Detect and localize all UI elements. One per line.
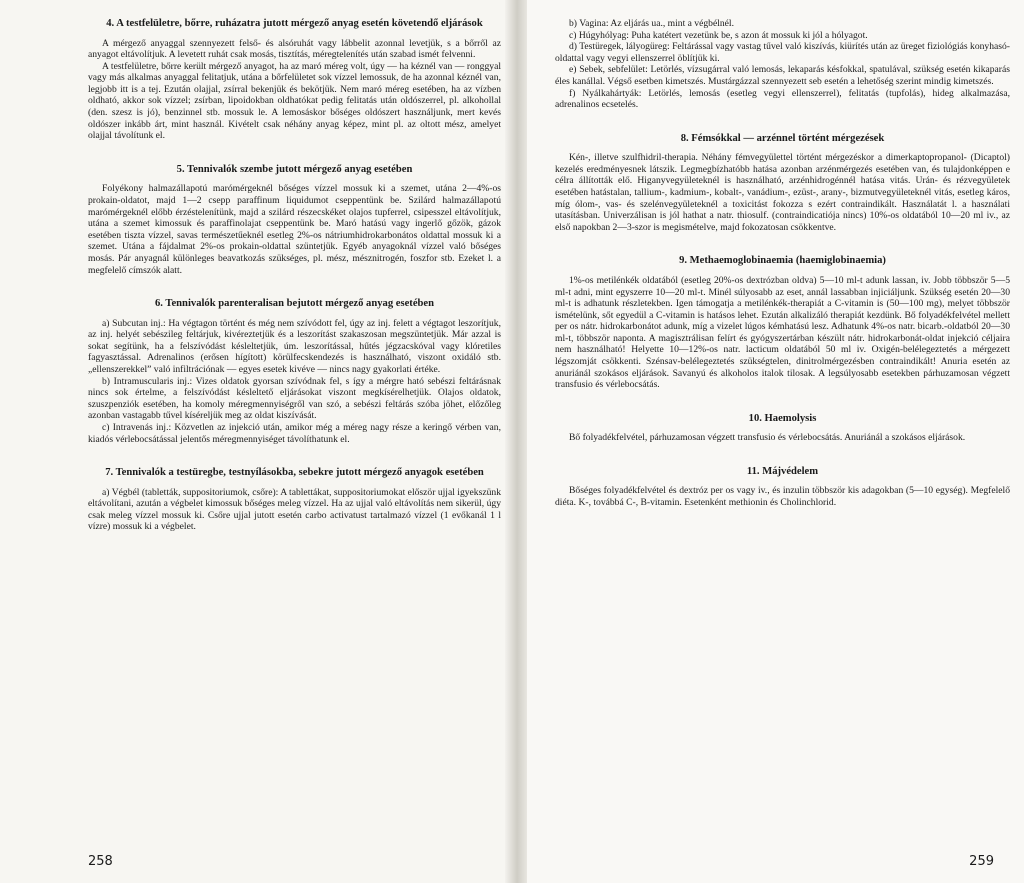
section-5-paragraph-1: Folyékony halmazállapotú marómérgeknél bőséges vízzel mossuk ki a szemet, utána 2—4%-os prokain-oldatot, majd 1—2 csepp paraffinum liquidumot cseppentünk be. Szilárd halmazállapotú marómérgeknél előbb érzéstelenítünk, majd a szilárd részecskéket olajos tupferrel, csipesszel eltávolítjuk, utána a szemet kimossuk és paraffinolajat cseppentünk be. Maró hatású vagy ingerlő gőzök, gázok esetében tiszta vízzel, savas természetűeknél esetleg 2%-os nátriumhidrokarbonátos oldattal mossuk ki a szemet. Utána a fájdalmat 2%-os prokain-oldattal szüntetjük. Egyéb anyagoknál vízzel való bőséges mosás. Pár anyagnál különleges beavatkozás szükséges, pl. mész, mésznitrogén, foszfor stb. Ezeket l. a megfelelő címszók alatt. (88, 183, 501, 276)
item-b-vagina: b) Vagina: Az eljárás ua., mint a végbélnél. (569, 18, 734, 29)
page-number-right: 259 (969, 854, 994, 869)
section-10-paragraph: Bő folyadékfelvétel, párhuzamosan végzett transfusio és vérlebocsátás. Anuriánál a szokásos eljárások. (569, 432, 966, 444)
section-4-paragraph-2: A testfelületre, bőrre került mérgező anyagot, ha az maró méreg volt, úgy — ha kéznél van — ronggyal vagy más alkalmas anyaggal felitatjuk, utána a bőrfelületet sok vízzel lemossuk, de ha azonnal kéznél van, legjobb itt is a tej. Ezután olajjal, zsírral bekenjük és bekötjük. Nem maró méreg esetében, ha az vízben oldható, akkor sok vízzel; zsírban, lipoidokban oldhatókat pedig felitatás után oldószerrel, pl. alkohollal (den. szesz is jó), benzinnel stb. mossuk le. A lemosáskor bőséges oldószert használjunk, mert kevés oldószer inkább árt, mint használ. Kivételt csak néhány anyag képez, mint pl. az oltott mész, amelyet olajjal távolítunk el. (88, 60, 501, 142)
item-f-mucosa: f) Nyálkahártyák: Letörlés, lemosás (esetleg vegyi ellenszerrel), felitatás (tupfolás), hideg alkalmazása, adrenalinos ecsetelés. (555, 87, 1010, 111)
section-7-paragraph-a: a) Végbél (tabletták, suppositoriumok, csőre): A tablettákat, suppositoriumokat először ujjal igyekszünk eltávolítani, azután a végbelet kimossuk bőséges meleg vízzel. Ha az ujjal való eltávolítás nem sikerül, úgy csak meleg vízzel mossuk ki. Csőre ujjal jutott esetén carbo activatust tartalmazó vízzel (1 evőkanál 1 l vízre) mossuk ki a végbelet. (88, 486, 501, 533)
section-6-paragraph-c: c) Intravenás inj.: Közvetlen az injekció után, amikor még a méreg nagy része a keringő vérben van, kiadós vérlebocsátással jelentős méregmennyiséget távolíthatunk el. (88, 421, 501, 445)
section-10-title: 10. Haemolysis (748, 412, 817, 424)
section-8-paragraph: Kén-, illetve szulfhidril-therapia. Néhány fémvegyülettel történt mérgezéskor a dimerkaptopropanol- (Dicaptol) kezelés eredményesnek látszik. Legmegbízhatóbb hatása azonban arzénmérgezés esetében van, és tulajdonképpen e célra állították elő. Higanyvegyületeknél is használható, arzénhidrogénnél hatása vitás. Urán- és rézvegyületek esetében hatástalan, tallium-, kadmium-, kobalt-, vanádium-, ezüst-, arany-, bizmutvegyületeknél vitás, esetleg káros, míg ólom-, vas- és szelénvegyületeknél a toxicitást fokozza s ezért contraindikált. Használatát l. a használati utasításban. Univerzálisan is jól hathat a natr. thiosulf. (contraindicatiója nincs) 10%-os oldatából 10—20 ml iv., az első napokban 2—3-szor is megismételve, majd fokozatosan csökkentve. (555, 152, 1010, 233)
item-c-bladder: c) Húgyhólyag: Puha katétert vezetünk be, s azon át mossuk ki jól a hólyagot. (569, 29, 868, 41)
section-9-paragraph: 1%-os metilénkék oldatából (esetleg 20%-os dextrózban oldva) 5—10 ml-t adunk lassan, iv. Jobb többször 5—5 ml-t adni, mint egyszerre 10—20 ml-t. Minél súlyosabb az eset, annál lassabban injiciáljunk. Szükség esetén 20—30 ml-t is adhatunk részletekben. Igen támogatja a metilénkék-therapiát a C-vitamin is (50—100 mg), melyet többször ismételünk, sőt egyedül a C-vitamin is hatásos lehet. Ezután alkalizáló therapiát kezdünk. Bő folyadékfelvétel mellett per os nátr. hidrokarbonátot adunk, míg a vizelet lúgos kémhatású lesz. Adhatunk 4%-os natr. bicarb.-oldatból 20—30 ml-t, többször naponta. A magisztrálisan felírt és gyógyszertárban készült nátr. hidrokarbonát-oldat injekció céljaira nem használható! Helyette 10—12%-os natr. lacticum oldatából 50 ml iv. Oxigén-belélegeztetés a mérgezett légszomját csökkenti. Szénsav-belélegeztetés szükségtelen, dinitrolmérgezésben contraindikált! Anuria esetén az anuriánál szokásos eljárások. Savanyú és alkoholos italok tilosak. A legsúlyosabb esetekben párhuzamosan végzett transfusio és vérlebocsátás. (555, 274, 1010, 391)
section-11-paragraph: Bőséges folyadékfelvétel és dextróz per os vagy iv., és inzulin többször kis adagokban (5—10 egység). Megfelelő diéta. K-, továbbá C-, B-vitamin. Esetenként methionin és Cholinchlorid. (555, 485, 1010, 509)
page-number-left: 258 (88, 854, 113, 869)
section-4-paragraph-1: A mérgező anyaggal szennyezett felső- és alsóruhát vagy lábbelit azonnal levetjük, s a bőrről az anyagot eltávolítjuk. A levetett ruhát csak mosás, tisztítás, méregtelenítés után szabad ismét felvenni. (88, 37, 501, 61)
section-9-title: 9. Methaemoglobinaemia (haemiglobinaemia) (679, 255, 886, 267)
section-4-title: 4. A testfelületre, bőrre, ruházatra jutott mérgező anyag esetén követendő eljárások (106, 18, 483, 29)
section-6-title: 6. Tennivalók parenteralisan bejutott mérgező anyag esetében (154, 298, 435, 310)
book-gutter (505, 0, 527, 883)
item-e-wounds: e) Sebek, sebfelület: Letörlés, vízsugárral való lemosás, lekaparás késfokkal, spatulával, szükség esetén kikaparás éles kanállal. Végső esetben kimetszés. Mustárgázzal szennyezett seb esetén a lehetőség szerint mindig kimetszés. (555, 64, 1010, 87)
section-7-title: 7. Tennivalók a testüregbe, testnyílásokba, sebekre jutott mérgező anyagok esetében (105, 467, 484, 479)
section-8-title: 8. Fémsókkal — arzénnel történt mérgezések (680, 132, 885, 144)
section-6-paragraph-b: b) Intramuscularis inj.: Vizes oldatok gyorsan szívódnak fel, s így a mérgre ható sebészi feltárásnak nincs sok értelme, a felszívódást késleltető eljárásokat viszont megkísérelhetjük. Olajos oldatok, szuszpenziók esetében, ha komoly méregmennyiségről van szó, a sebészi feltárás szóba jöhet, előzőleg azonban vastagabb tűvel kíséreljük meg az oldat kiszívását. (88, 375, 501, 422)
right-page (515, 0, 1024, 883)
section-6-paragraph-a: a) Subcutan inj.: Ha végtagon történt és még nem szívódott fel, úgy az inj. felett a végtagot leszorítjuk, az inj. helyét sebészileg feltárjuk, kivéreztetjük és a leszorítást szakaszosan megszüntetjük. Már azzal is sokat segítünk, ha a felszívódást késleltetjük, úm. leszorítással, hűtés jégzacskóval vagy klóretiles fagyasztással. Adrenalinos (erősen hígított) körülfecskendezés is használható, viszont oxidáló stb. „ellenszerekkel” való infiltrációnak — egyes esetek kivéve — nincs nagy gyakorlati értéke. (88, 317, 501, 375)
item-d-cavities: d) Testüregek, lályogüreg: Feltárással vagy vastag tűvel való kiszívás, kiürítés után az üreget fiziológiás konyhasó-oldattal vagy vegyi ellenszerrel öblítjük ki. (555, 41, 1010, 64)
section-11-title: 11. Májvédelem (746, 465, 819, 477)
section-5-title: 5. Tennivalók szembe jutott mérgező anyag esetében (176, 163, 413, 175)
